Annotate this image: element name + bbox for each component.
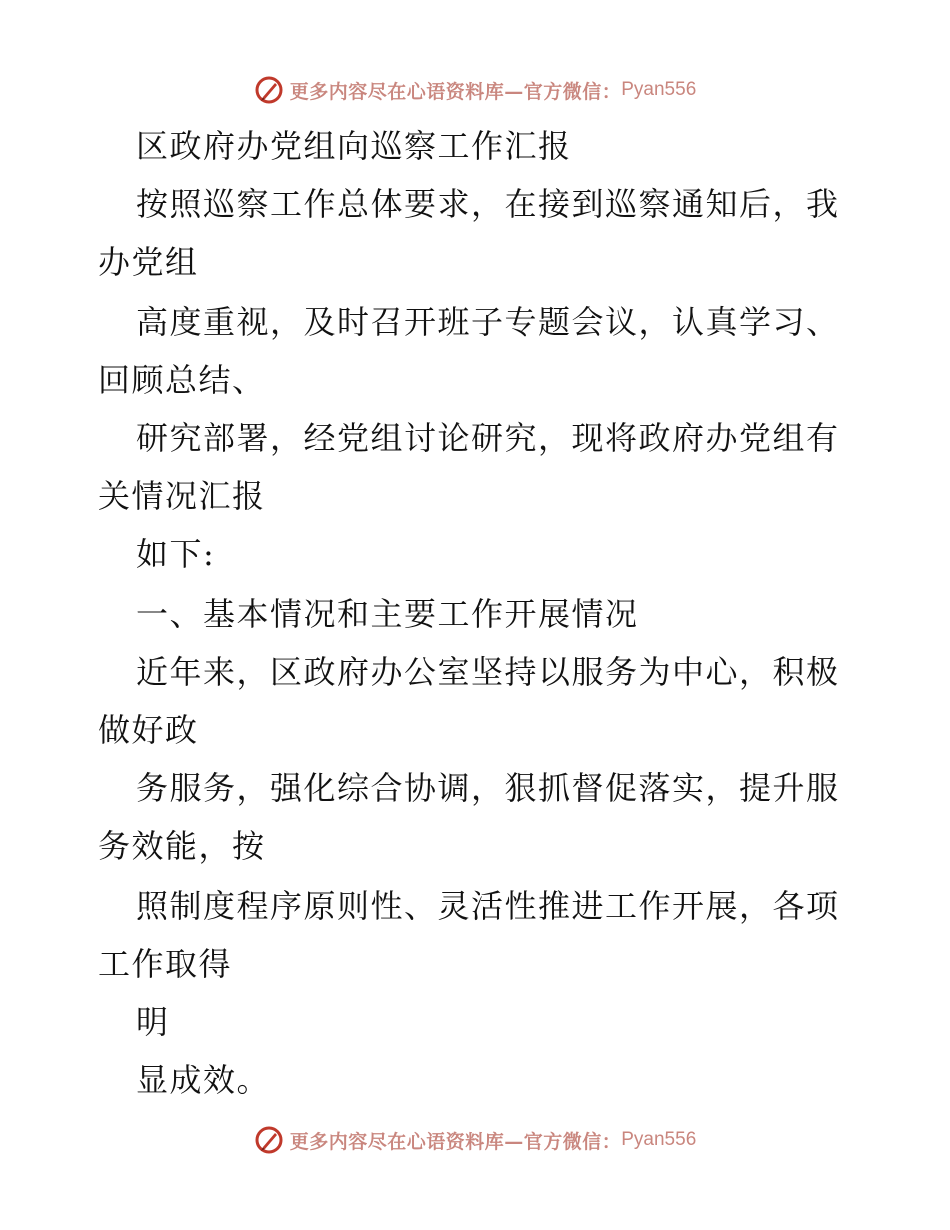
watermark-text: 更多内容尽在心语资料库—官方微信： bbox=[289, 1130, 622, 1153]
document-title: 区政府办党组向巡察工作汇报 bbox=[136, 127, 572, 165]
pen-logo-icon bbox=[254, 1125, 284, 1155]
paragraph-line: 显成效。 bbox=[136, 1061, 271, 1099]
paragraph-line: 务服务，强化综合协调，狠抓督促落实，提升服 bbox=[136, 769, 840, 807]
paragraph-line: 按照巡察工作总体要求，在接到巡察通知后，我 bbox=[136, 185, 840, 223]
paragraph-line: 回顾总结、 bbox=[98, 361, 266, 399]
header-watermark-banner bbox=[0, 72, 950, 108]
wechat-id: Pyan556 bbox=[621, 1129, 697, 1150]
paragraph-line: 办党组 bbox=[98, 243, 199, 281]
paragraph-line: 高度重视，及时召开班子专题会议，认真学习、 bbox=[136, 303, 840, 341]
paragraph-line: 明 bbox=[136, 1003, 170, 1041]
paragraph-line: 务效能，按 bbox=[98, 827, 266, 865]
pen-logo-icon bbox=[254, 75, 284, 105]
paragraph-line: 照制度程序原则性、灵活性推进工作开展，各项 bbox=[136, 887, 840, 925]
wechat-id: Pyan556 bbox=[621, 79, 697, 100]
paragraph-line: 工作取得 bbox=[98, 945, 233, 983]
section-heading: 一、基本情况和主要工作开展情况 bbox=[136, 595, 639, 633]
footer-watermark-banner bbox=[0, 1122, 950, 1158]
watermark-text: 更多内容尽在心语资料库—官方微信： bbox=[289, 80, 622, 103]
paragraph-line: 研究部署，经党组讨论研究，现将政府办党组有 bbox=[136, 419, 840, 457]
paragraph-line: 近年来，区政府办公室坚持以服务为中心，积极 bbox=[136, 653, 840, 691]
paragraph-line: 做好政 bbox=[98, 711, 199, 749]
paragraph-line: 如下: bbox=[136, 535, 216, 573]
paragraph-line: 关情况汇报 bbox=[98, 477, 266, 515]
